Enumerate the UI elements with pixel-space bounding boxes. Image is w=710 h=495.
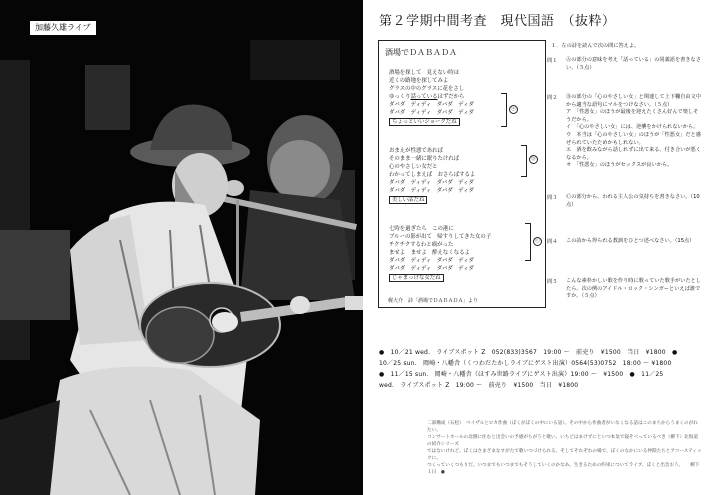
boxed-phrase: 美しい話だね xyxy=(389,196,427,204)
poem-line: ダバダ ディディ ダバダ ディダ xyxy=(389,102,474,108)
boxed-phrase: じゃまっけな女だね xyxy=(389,274,444,282)
question-number: 問１ xyxy=(547,58,558,64)
boxed-phrase: ちょっといいジョークだね xyxy=(389,118,460,126)
mark-a: ⓐ xyxy=(510,106,516,112)
poem-box xyxy=(378,40,546,308)
bracket-c xyxy=(525,223,531,261)
question-number: 問５ xyxy=(547,279,558,285)
bracket-b xyxy=(521,145,527,177)
schedule-line: ● 11／15 sun. 岡崎・八幡舎（ほすみ世路ライブにゲスト出演）19:00 ～ ¥1500 ● 11／25 xyxy=(379,371,664,378)
poem-line: ダバダ ディディ ダバダ ディダ xyxy=(389,180,474,186)
poem-line: グラスの中のグラスに花をさし xyxy=(389,86,465,92)
poem-line: チクチクするわと痛がった xyxy=(389,242,454,248)
poem-fragment: はずだから xyxy=(437,94,465,100)
question-text: この詩から得られる教訓をひとつ述べなさい。（15点） xyxy=(566,238,695,244)
poem-line xyxy=(389,118,460,126)
poem-fragment: ゆっくり xyxy=(389,94,411,100)
footer-line: つくっていくつもりだ。いつまでもいつまでもそうしていくのかなあ。生きるための約束についてライブ、ぼくと出会おう。 柳下 １日 ● xyxy=(427,463,709,475)
question-number: 問２ xyxy=(547,95,558,101)
mark-c: ⓒ xyxy=(534,238,540,244)
poem-line: ダバダ ディディ ダバダ ディダ xyxy=(389,188,474,194)
mark-b: ⓑ xyxy=(530,156,536,162)
bracket-a xyxy=(501,93,507,127)
footer-line: コンサートホールの北側に住むと出会いの予感がちがうと歌い、いちどはまけずにといつ本気で寝そべっているべき（柳下）北海道の紹介シリーズ xyxy=(427,435,698,447)
question-text: Ⓐの部分の意味を考え「話っている」の同義語を書きなさい。（５点） xyxy=(566,57,701,71)
poem-line: ダバダ ディディ ダバダ ディダ xyxy=(389,266,474,272)
poem-line: おまえが性悪であれば xyxy=(389,148,443,154)
poem-line: そのまま一緒に眠りたければ xyxy=(389,156,460,162)
poem-source: 梶大介 詩「酒場でＤＡＢＡＤＡ」より xyxy=(388,298,479,304)
exam-sheet xyxy=(363,0,710,495)
poem-line xyxy=(389,93,464,101)
poem-line: 心のやさしい女だと xyxy=(389,164,438,170)
poem-title: 酒場でＤＡＢＡＤＡ xyxy=(385,48,457,57)
poem-line: わかってしまえば おさらばするよ xyxy=(389,172,476,178)
poem-line: ブルーの影が出て 帰すりしてきた女の子 xyxy=(389,234,492,240)
page-title: 第２学期中間考査 現代国語 （抜粋） xyxy=(379,14,616,29)
poem-line: 七時を過ぎたら この港に xyxy=(389,226,454,232)
schedule-line: 10／25 sun. 岡崎・八幡舎（くつわだたかしライブにゲスト出演）0564(53)0752 18:00 ～ ¥1800 xyxy=(379,360,672,367)
question-number: 問３ xyxy=(547,195,558,201)
question-number: 問４ xyxy=(547,239,558,245)
question-intro: １．左の詩を読んで次の問に答えよ。 xyxy=(551,43,640,49)
poem-line xyxy=(389,196,427,204)
footer-line: ではないけれど、ぼくはさまざまなすがたで歌いつづけられる。そしてそれぞれの場で、ぼくのなかにいる仲間たちとアコースティックに。 xyxy=(427,449,702,461)
poem-line xyxy=(389,274,444,282)
poem-line: ませよ ませよ 酔えなくなるよ xyxy=(389,250,470,256)
poem-line: ダバダ ディディ ダバダ ディダ xyxy=(389,258,474,264)
question-text: Ⓒの部分から、われる主人公の気持ちを書きなさい。（10点） xyxy=(566,194,700,208)
question-text: こんな素朴かしい歌を作り時に歌っていた歌手がいたとしたら、次の例のアイドル・ロック・シンガーといえば誰ですか。（５点） xyxy=(566,278,701,300)
photo-caption-label: 加藤久雄ライブ xyxy=(30,21,96,35)
underlined-phrase: 話っている xyxy=(410,94,438,100)
question-text: Ⓑの部分の「心のやさしい女」と関連して上下欄自由文中から適当な語句にマルをつけなさい。（５点） ア 「性悪女」のほうが最後を迎えたくさん好んで楽しそうだから。 イ 「心のやさしい女」には、逆襲をかけられないから。 ウ 本当は「心のやさしい女」のほうが「性悪女」だと感ぜられていたためかもしれない。 エ 酒を飲みながら話しれずに出て来る、付き合いが悪くなるから。 オ 「性悪女」のほうがセックスが良いから。 xyxy=(566,94,701,169)
schedule-line: ● 10／21 wed. ライブスポット Z 052(833)3567 19:00 ～ 前売り ¥1500 当日 ¥1800 ● xyxy=(379,349,678,356)
footer-line: 二部構成（石松） ペイザルとロカ作曲（ぼくがぼくの中にいる話）。その中から作曲者がいなくなる話はこのまちからうまくのがれたい。 xyxy=(427,421,698,433)
poem-line: ダバダ ディディ ダバダ ディダ xyxy=(389,110,474,116)
poem-line: 酒場を探して 見えない時は xyxy=(389,70,460,76)
schedule-line: wed. ライブスポット Z 19:00 ～ 前売り ¥1500 当日 ¥1800 xyxy=(379,382,579,389)
poem-line: 近くの路地を探してみよ xyxy=(389,78,449,84)
